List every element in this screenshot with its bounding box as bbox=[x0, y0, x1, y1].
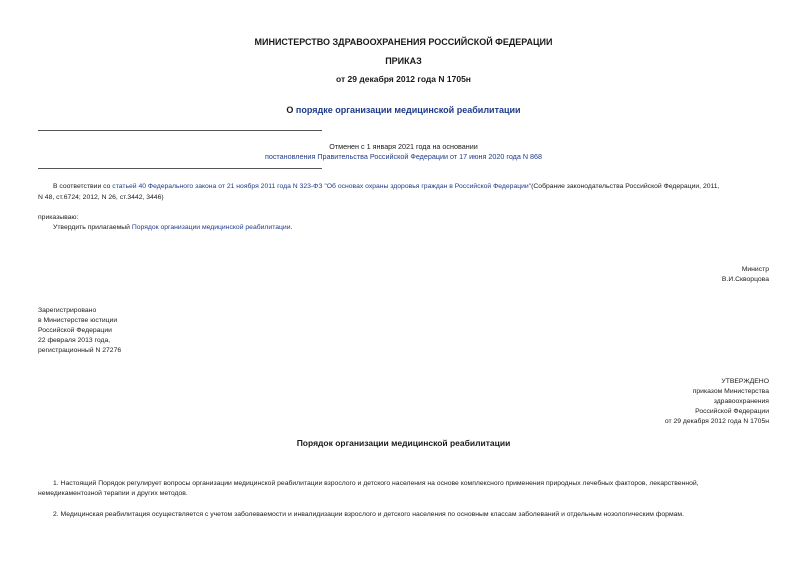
approve-line bbox=[53, 223, 292, 233]
divider-bottom bbox=[38, 168, 322, 169]
ministry-heading: МИНИСТЕРСТВО ЗДРАВООХРАНЕНИЯ РОССИЙСКОЙ ФЕДЕРАЦИИ bbox=[254, 37, 553, 47]
paragraph-2: 2. Медицинская реабилитация осуществляется с учетом заболеваемости и инвалидизации взрослого и детского населения по основным классам заболеваний и отдельным нозологическим формам. bbox=[53, 511, 684, 518]
paragraph-1-line1: 1. Настоящий Порядок регулирует вопросы организации медицинской реабилитации взрослого и детского населения на основе комплексного применения природных лечебных факторов, лекарственной, bbox=[53, 480, 699, 487]
revocation-line1: Отменен с 1 января 2021 года на основании bbox=[329, 142, 478, 151]
procedure-title: Порядок организации медицинской реабилитации bbox=[296, 438, 511, 448]
order-title bbox=[0, 105, 807, 115]
approval-line: от 29 декабря 2012 года N 1705н bbox=[664, 418, 769, 425]
registration-line: в Министерстве юстиции bbox=[38, 317, 118, 324]
preamble-line1 bbox=[53, 182, 773, 192]
registration-line: 22 февраля 2013 года, bbox=[38, 337, 111, 344]
preamble-part1: В соответствии со bbox=[53, 183, 111, 190]
preamble-part2: (Собрание законодательства Российской Федерации, 2011, bbox=[531, 183, 720, 190]
registration-line: Зарегистрировано bbox=[38, 307, 97, 314]
approval-line: здравоохранения bbox=[713, 398, 769, 405]
law-link[interactable]: статьей 40 Федерального закона от 21 ноября 2011 года N 323-ФЗ "Об основах охраны здоровья граждан в Российской Федерации" bbox=[112, 183, 532, 190]
preamble-line2: N 48, ст.6724; 2012, N 26, ст.3442, 3446) bbox=[38, 194, 164, 201]
signature-name: В.И.Скворцова bbox=[721, 276, 769, 283]
paragraph-1-line2: немедикаментозной терапии и других методов. bbox=[38, 490, 188, 497]
registration-line: Российской Федерации bbox=[38, 327, 112, 334]
approval-block bbox=[665, 377, 769, 427]
approve-suffix: . bbox=[290, 224, 293, 231]
approval-line: приказом Министерства bbox=[692, 388, 769, 395]
approval-line: Российской Федерации bbox=[695, 408, 769, 415]
doc-type-heading: ПРИКАЗ bbox=[385, 56, 422, 66]
signature-position: Министр bbox=[741, 266, 769, 273]
registration-line: регистрационный N 27276 bbox=[38, 347, 122, 354]
approval-line: УТВЕРЖДЕНО bbox=[721, 378, 769, 385]
procedure-link[interactable]: Порядок организации медицинской реабилитации bbox=[131, 224, 291, 231]
revocation-link[interactable]: постановления Правительства Российской Федерации от 17 июня 2020 года N 868 bbox=[264, 152, 543, 161]
order-title-link[interactable]: порядке организации медицинской реабилитации bbox=[295, 105, 521, 115]
divider-top bbox=[38, 130, 322, 131]
order-title-prefix: О bbox=[286, 105, 294, 115]
approve-prefix: Утвердить прилагаемый bbox=[53, 224, 130, 231]
prikazyvayu: приказываю: bbox=[38, 214, 79, 221]
order-date-number: от 29 декабря 2012 года N 1705н bbox=[336, 74, 471, 84]
registration-block bbox=[38, 306, 121, 356]
